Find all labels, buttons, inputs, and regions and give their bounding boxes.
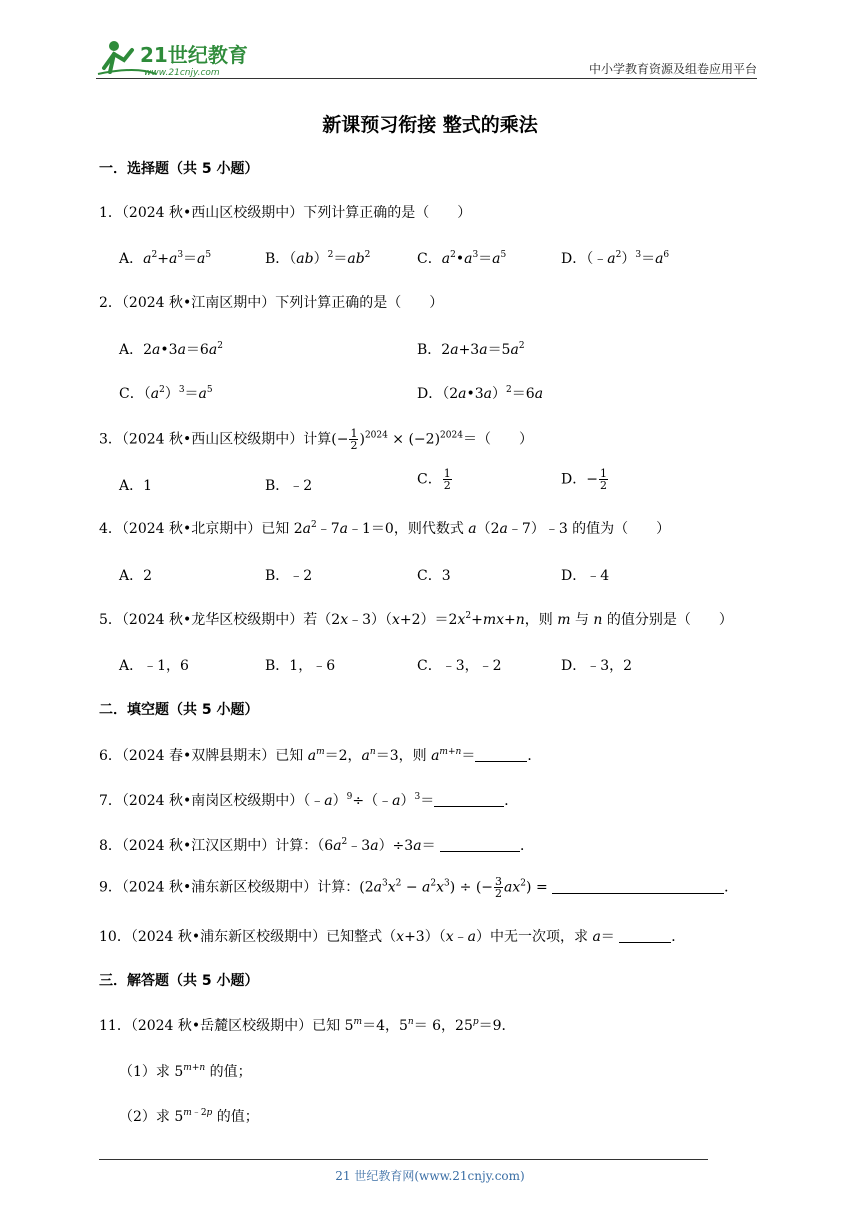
- question-7: 7．（2024 秋•南岗区校级期中）（﹣a）$^9$÷（﹣a）$^3$＝ ．: [99, 792, 519, 809]
- question-8: 8．（2024 秋•江汉区期中）计算：$(6a^2﹣3a)\div 3a=$ ．: [99, 837, 535, 854]
- q5-option-c[interactable]: C．﹣3，﹣2: [417, 658, 502, 674]
- runner-logo-icon: [96, 38, 266, 78]
- question-9: 9．（2024 秋•浦东新区校级期中）计算：$(2a^3x^2 - a^2x^3)$ ÷ (− $\frac{3}{2}$ $ax^2$) = ．: [99, 875, 739, 900]
- site-logo: [96, 38, 266, 78]
- logo-url: www.21cnjy.com: [144, 68, 220, 78]
- q3-option-a[interactable]: A．1: [119, 478, 153, 494]
- q10-answer-blank[interactable]: [619, 930, 671, 943]
- header-divider: [96, 78, 757, 79]
- q1-option-b[interactable]: B．$(ab)^2=ab^2$: [265, 250, 371, 267]
- question-10: 10．（2024 秋•浦东新区校级期中）已知整式（x+3）（x﹣a）中无一次项，求 a＝ ．: [99, 929, 686, 945]
- q3-option-c[interactable]: C． $\frac{1}{2}$: [417, 467, 451, 492]
- q7-answer-blank[interactable]: [434, 794, 504, 807]
- q1-option-a[interactable]: A．$a^2+a^3=a^5$: [119, 250, 212, 267]
- page-title: 新课预习衔接 整式的乘法: [322, 114, 538, 136]
- section-fill: 二．填空题（共 5 小题）: [99, 702, 259, 718]
- q1-option-d[interactable]: D．$(﹣a^2)^3=a^6$: [561, 250, 670, 267]
- question-1: 1．（2024 秋•西山区校级期中）下列计算正确的是（ ）: [99, 205, 472, 221]
- footer-link[interactable]: 21 世纪教育网(www.21cnjy.com): [335, 1169, 525, 1183]
- q4-option-b[interactable]: B．﹣2: [265, 568, 313, 584]
- q5-option-a[interactable]: A．﹣1，6: [119, 658, 189, 674]
- q3-option-b[interactable]: B．﹣2: [265, 478, 313, 494]
- header-platform-text: 中小学教育资源及组卷应用平台: [588, 62, 757, 76]
- question-5: 5．（2024 秋•龙华区校级期中）若$(2x﹣3)(x+2)=2x^2+mx+n$，则 m 与 n 的值分别是（ ）: [99, 611, 733, 628]
- q11-part-1: （1）求 $5^{m+n}$ 的值；: [119, 1063, 252, 1080]
- question-11: 11．（2024 秋•岳麓区校级期中）已知 $5^m=4$，$5^n= 6$，$25^p=9$．: [99, 1017, 516, 1034]
- q4-option-c[interactable]: C．3: [417, 568, 451, 584]
- q8-answer-blank[interactable]: [440, 839, 520, 852]
- q11-part-2: （2）求 $5^{m﹣2p}$ 的值；: [119, 1108, 259, 1125]
- q1-option-c[interactable]: C．$a^2•a^3=a^5$: [417, 250, 507, 267]
- q3-option-d[interactable]: D．− $\frac{1}{2}$: [561, 467, 607, 492]
- logo-text: 21世纪教育: [140, 43, 248, 67]
- q2-option-d[interactable]: D．（2a•3a）$^2$＝6a: [417, 385, 544, 402]
- question-2: 2．（2024 秋•江南区期中）下列计算正确的是（ ）: [99, 295, 444, 311]
- q2-option-b[interactable]: B．$2a+3a=5a^2$: [417, 341, 525, 358]
- q4-option-d[interactable]: D．﹣4: [561, 568, 610, 584]
- q5-option-b[interactable]: B．1，﹣6: [265, 658, 336, 674]
- footer-divider: [99, 1159, 708, 1160]
- question-6: 6．（2024 春•双牌县期末）已知 $a^m=2$，$a^n=3$，则 $a^{m+n}=$ ．: [99, 747, 542, 764]
- section-solve: 三．解答题（共 5 小题）: [99, 973, 259, 989]
- q5-option-d[interactable]: D．﹣3，2: [561, 658, 633, 674]
- question-4: 4．（2024 秋•北京期中）已知 $2a^2﹣7a﹣1=0$，则代数式 a（2a﹣7）﹣3 的值为（ ）: [99, 520, 671, 537]
- q2-option-a[interactable]: A．$2a•3a=6a^2$: [119, 341, 223, 358]
- q2-option-c[interactable]: C．$(a^2)^3=a^5$: [119, 385, 213, 402]
- q6-answer-blank[interactable]: [475, 749, 527, 762]
- q9-answer-blank[interactable]: [552, 881, 724, 894]
- q4-option-a[interactable]: A．2: [119, 568, 153, 584]
- question-3: 3．（2024 秋•西山区校级期中）计算(− $\frac{1}{2}$ )$^{2024} \times (-2)^{2024}=$（ ）: [99, 427, 533, 452]
- section-choice: 一．选择题（共 5 小题）: [99, 161, 259, 177]
